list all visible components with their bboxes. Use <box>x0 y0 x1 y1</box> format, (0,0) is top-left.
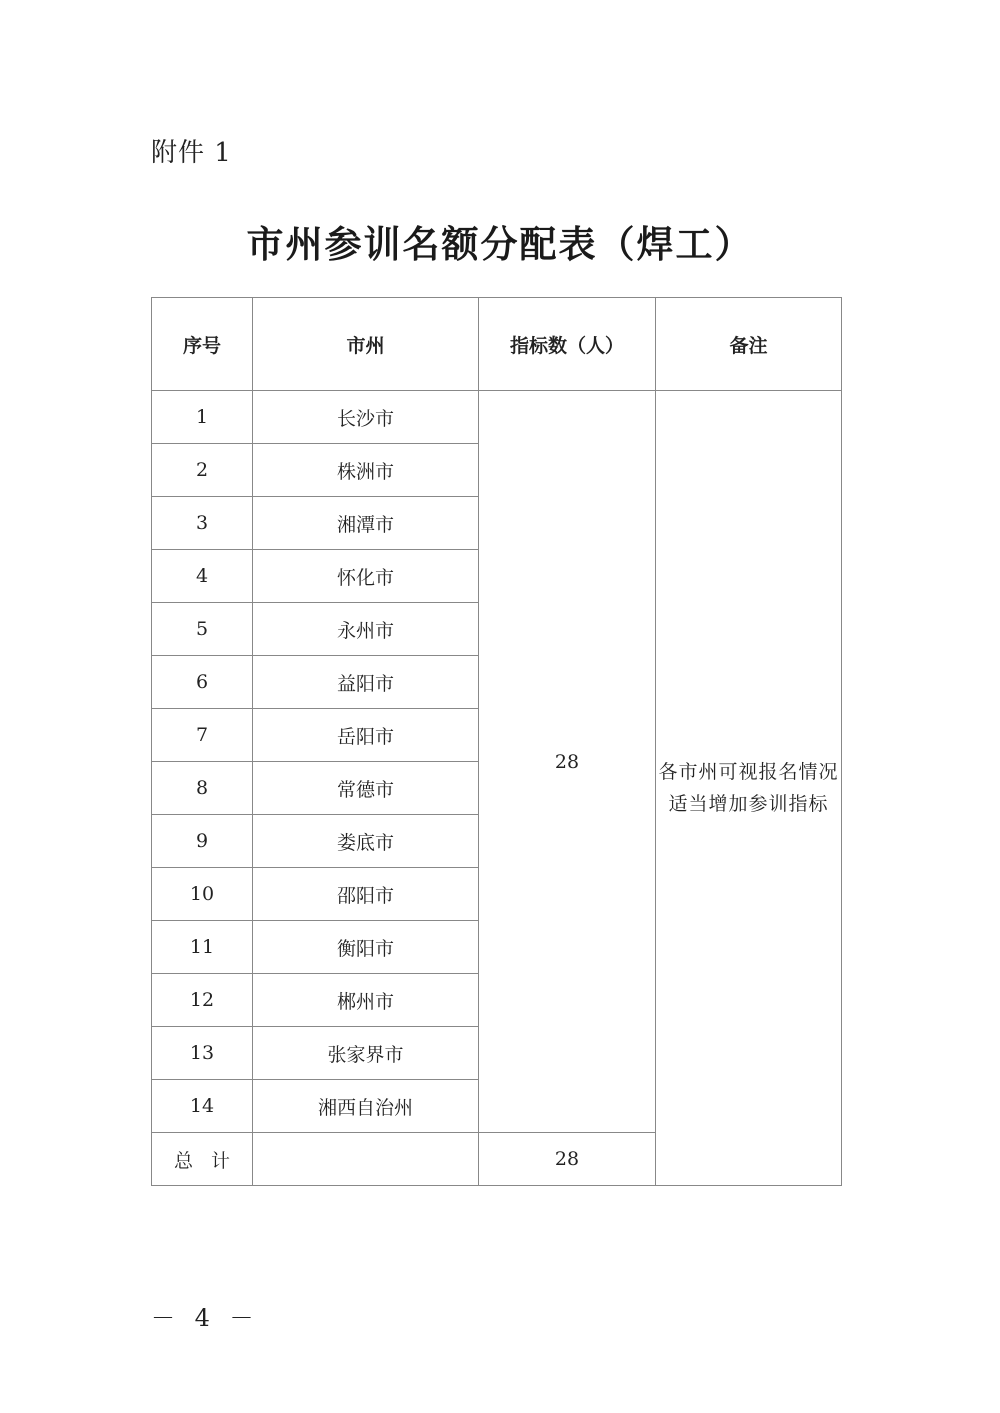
row-index: 6 <box>152 656 253 709</box>
row-city: 常德市 <box>253 762 479 815</box>
row-index: 4 <box>152 550 253 603</box>
merged-quota-cell: 28 <box>479 391 656 1133</box>
row-city: 株洲市 <box>253 444 479 497</box>
row-city: 岳阳市 <box>253 709 479 762</box>
row-city: 张家界市 <box>253 1027 479 1080</box>
row-city: 永州市 <box>253 603 479 656</box>
total-city <box>253 1133 479 1186</box>
note-line-1: 各市州可视报名情况 <box>658 761 839 783</box>
row-city: 邵阳市 <box>253 868 479 921</box>
quota-allocation-table <box>151 297 842 1186</box>
table-header-row <box>152 298 842 391</box>
row-index: 13 <box>152 1027 253 1080</box>
header-index: 序号 <box>152 298 253 391</box>
row-index: 12 <box>152 974 253 1027</box>
row-index: 7 <box>152 709 253 762</box>
row-index: 9 <box>152 815 253 868</box>
row-city: 娄底市 <box>253 815 479 868</box>
row-city: 湘西自治州 <box>253 1080 479 1133</box>
row-index: 14 <box>152 1080 253 1133</box>
row-index: 8 <box>152 762 253 815</box>
merged-note-cell <box>656 391 842 1186</box>
row-index: 3 <box>152 497 253 550</box>
page-number: － 4 － <box>151 1304 260 1332</box>
row-city: 怀化市 <box>253 550 479 603</box>
total-quota: 28 <box>479 1133 656 1186</box>
page-title: 市州参训名额分配表（焊工） <box>246 222 754 266</box>
note-line-2: 适当增加参训指标 <box>668 793 829 815</box>
header-note: 备注 <box>656 298 842 391</box>
row-city: 长沙市 <box>253 391 479 444</box>
row-city: 益阳市 <box>253 656 479 709</box>
row-index: 5 <box>152 603 253 656</box>
row-index: 11 <box>152 921 253 974</box>
note-text <box>656 756 841 820</box>
row-index: 10 <box>152 868 253 921</box>
row-index: 2 <box>152 444 253 497</box>
table-row <box>152 391 842 444</box>
header-city: 市州 <box>253 298 479 391</box>
header-quota: 指标数（人） <box>479 298 656 391</box>
row-city: 湘潭市 <box>253 497 479 550</box>
row-city: 郴州市 <box>253 974 479 1027</box>
total-label: 总计 <box>152 1133 253 1186</box>
attachment-label: 附件 1 <box>151 138 232 168</box>
row-index: 1 <box>152 391 253 444</box>
row-city: 衡阳市 <box>253 921 479 974</box>
